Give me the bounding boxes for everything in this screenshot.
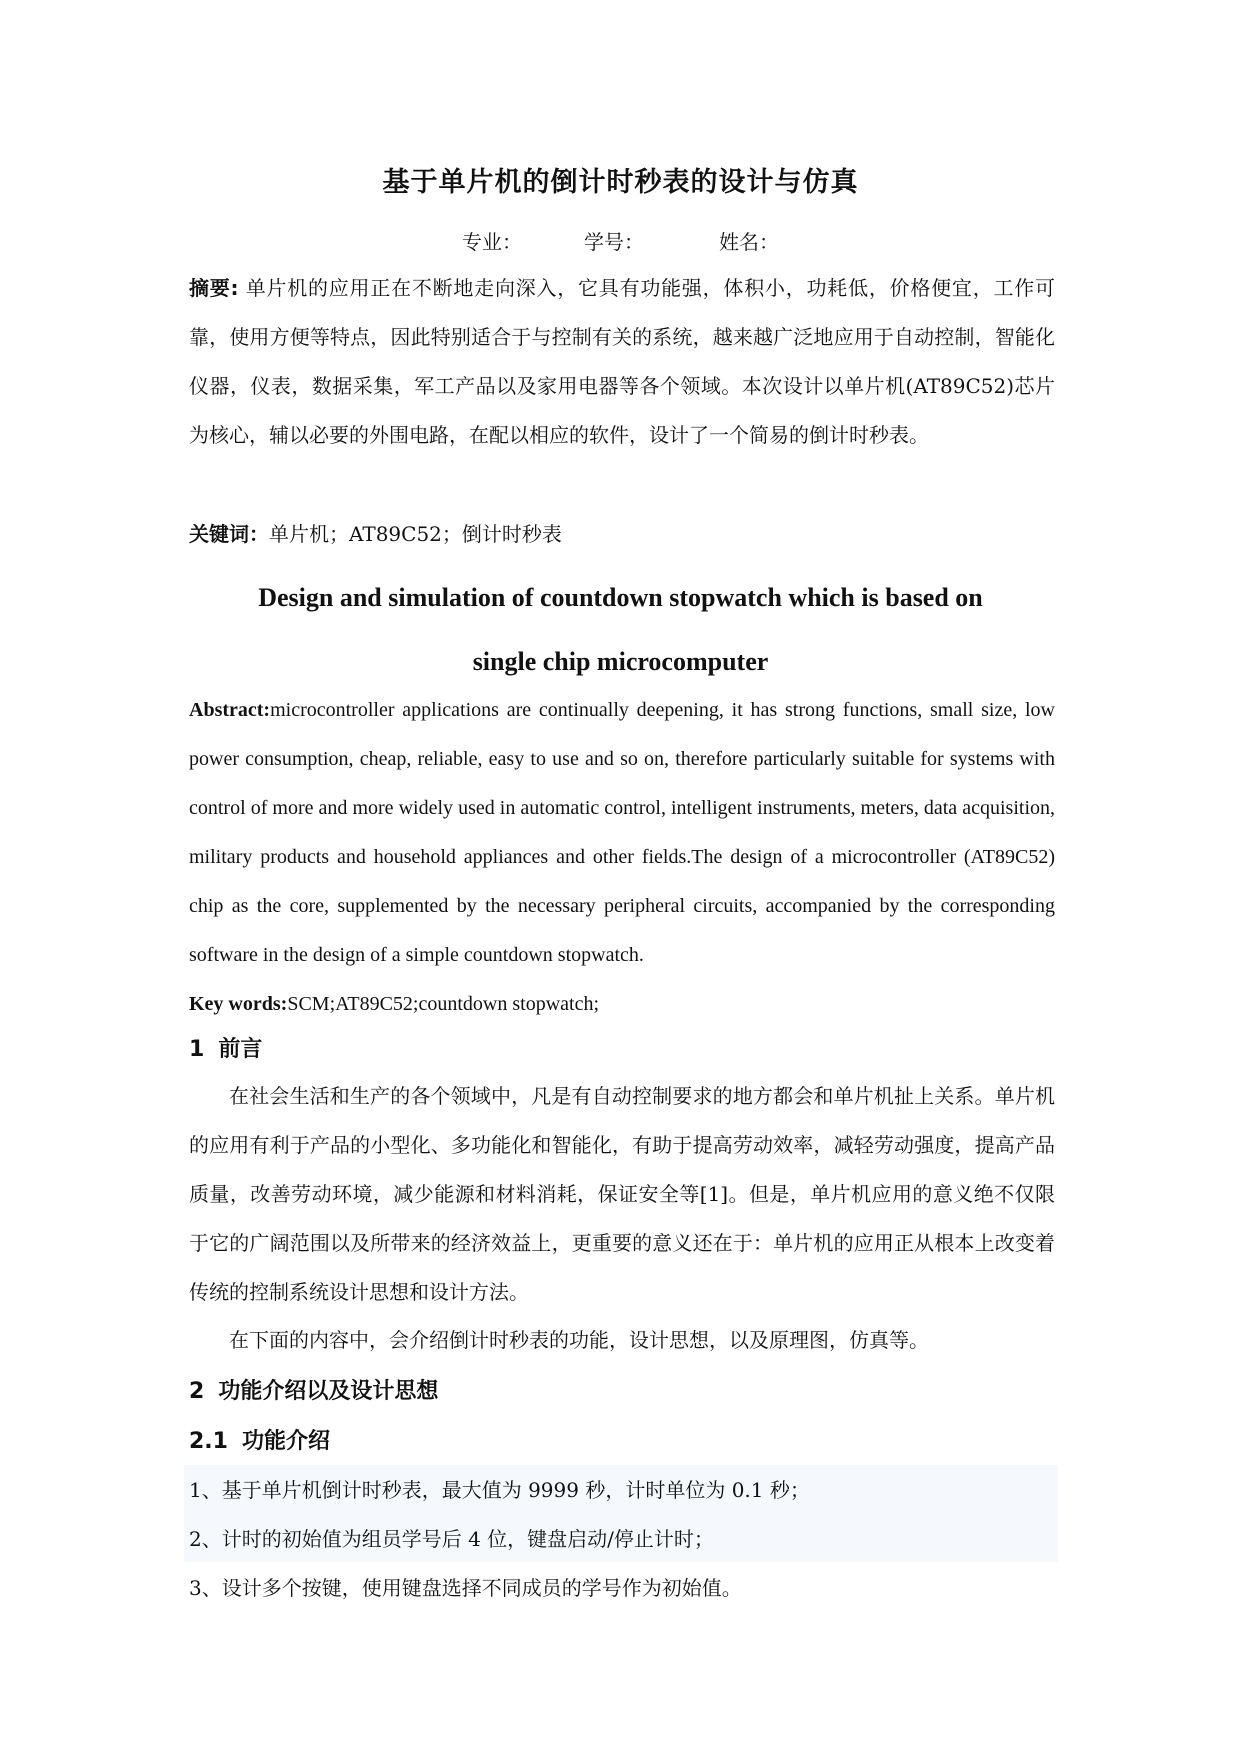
keywords-cn-lead: 关键词： [189, 522, 269, 546]
abstract-cn [189, 264, 1055, 460]
section-2-1-number: 2.1 [189, 1429, 228, 1454]
paper-title-cn: 基于单片机的倒计时秒表的设计与仿真 [382, 167, 859, 198]
student-id-label: 学号： [584, 230, 644, 254]
keywords-en [189, 980, 1055, 1029]
list-item: 2、计时的初始值为组员学号后 4 位，键盘启动/停止计时； [189, 1527, 714, 1551]
section-2-heading [189, 1374, 438, 1405]
keywords-en-text: SCM;AT89C52;countdown stopwatch; [287, 993, 599, 1015]
list-item: 3、设计多个按键，使用键盘选择不同成员的学号作为初始值。 [189, 1576, 742, 1600]
section-2-1-heading [189, 1424, 330, 1455]
keywords-cn-text: 单片机；AT89C52；倒计时秒表 [269, 522, 562, 546]
section-1-number: 1 [189, 1037, 205, 1062]
abstract-en [189, 686, 1055, 980]
section-1-paragraph-2: 在下面的内容中，会介绍倒计时秒表的功能，设计思想，以及原理图，仿真等。 [229, 1328, 929, 1352]
paper-title-en-line2: single chip microcomputer [472, 647, 769, 676]
list-item: 1、基于单片机倒计时秒表，最大值为 9999 秒，计时单位为 0.1 秒； [189, 1478, 810, 1502]
section-1-body [189, 1072, 1055, 1317]
keywords-en-lead: Key words: [189, 993, 288, 1015]
section-1-title: 前言 [218, 1037, 263, 1062]
abstract-cn-lead: 摘要: [189, 276, 239, 300]
paper-title-en [0, 566, 1241, 694]
paper-title-en-line1: Design and simulation of countdown stopwatch which is based on [258, 583, 983, 612]
section-1-paragraph-1: 在社会生活和生产的各个领域中，凡是有自动控制要求的地方都会和单片机扯上关系。单片机的应用有利于产品的小型化、多功能化和智能化，有助于提高劳动效率，减轻劳动强度，提高产品质量，改善劳动环境，减少能源和材料消耗，保证安全等[1]。但是，单片机应用的意义绝不仅限于它的广阔范围以及所带来的经济效益上，更重要的意义还在于：单片机的应用正从根本上改变着传统的控制系统设计思想和设计方法。 [189, 1084, 1055, 1304]
abstract-cn-text: 单片机的应用正在不断地走向深入，它具有功能强，体积小，功耗低，价格便宜，工作可靠，使用方便等特点，因此特别适合于与控制有关的系统，越来越广泛地应用于自动控制，智能化仪器，仪表，数据采集，军工产品以及家用电器等各个领域。本次设计以单片机(AT89C52)芯片为核心，辅以必要的外围电路，在配以相应的软件，设计了一个简易的倒计时秒表。 [189, 276, 1056, 447]
author-info-line [0, 226, 1241, 255]
keywords-cn [189, 510, 1055, 559]
section-2-title: 功能介绍以及设计思想 [218, 1379, 439, 1404]
major-label: 专业： [462, 230, 522, 254]
name-label: 姓名： [719, 230, 779, 254]
section-1-heading [189, 1032, 262, 1063]
section-2-1-title: 功能介绍 [241, 1429, 330, 1454]
function-list [189, 1466, 1055, 1613]
section-2-number: 2 [189, 1379, 205, 1404]
abstract-en-lead: Abstract: [189, 699, 271, 721]
abstract-en-text: microcontroller applications are continually deepening, it has strong functions, small size, low power consumption, cheap, reliable, easy to use and so on, therefore particularly suitable for systems with control of more and more widely used in automatic control, intelligent instruments, meters, data acquisition, military products and household appliances and other fields.The design of a microcontroller (AT89C52) chip as the core, supplemented by the necessary peripheral circuits, accompanied by the corresponding software in the design of a simple countdown stopwatch. [189, 699, 1055, 966]
section-1-body-2 [189, 1316, 1055, 1365]
